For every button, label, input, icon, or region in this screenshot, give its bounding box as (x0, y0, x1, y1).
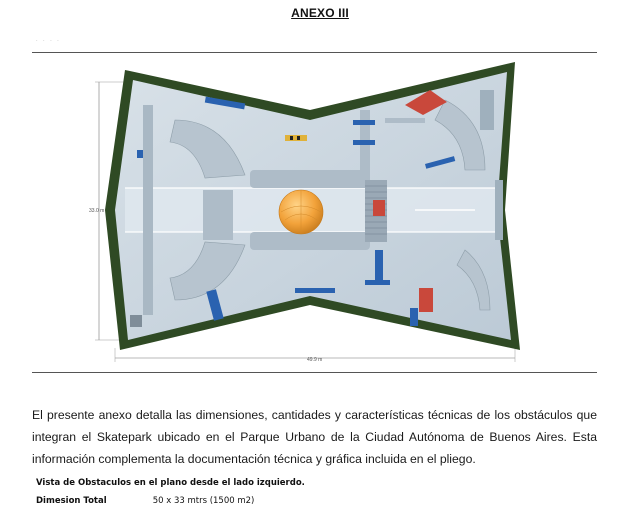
plan-caption: Vista de Obstaculos en el plano desde el lado izquierdo. (36, 478, 305, 488)
dimension-value: 50 x 33 mtrs (1500 m2) (152, 496, 255, 506)
faint-scan-marks: · · · · (36, 38, 61, 44)
left-wall (143, 105, 153, 315)
dimension-label-vertical: 33.0 m (89, 208, 105, 214)
center-ramp-horizontal (250, 170, 370, 188)
center-ramp-vertical (203, 190, 233, 240)
red-block-center (373, 200, 385, 216)
top-divider (32, 52, 597, 53)
dimension-label: Dimesion Total (36, 496, 107, 506)
skatepark-plan (85, 60, 535, 365)
bottom-divider (32, 372, 597, 373)
body-paragraph: El presente anexo detalla las dimensiones, cantidades y características técnicas de los obstáculos que integran el Skatepark ubicado en el Parque Urbano de la Ciudad Autónoma de Buenos Aires. Esta información complementa la documentación técnica y gráfica incluida en el pliego. (32, 408, 597, 466)
dimension-row (36, 496, 254, 506)
red-block-bottom (419, 288, 433, 312)
dimension-label-horizontal: 49.9 m (307, 357, 323, 363)
document-title: ANEXO III (291, 6, 349, 20)
